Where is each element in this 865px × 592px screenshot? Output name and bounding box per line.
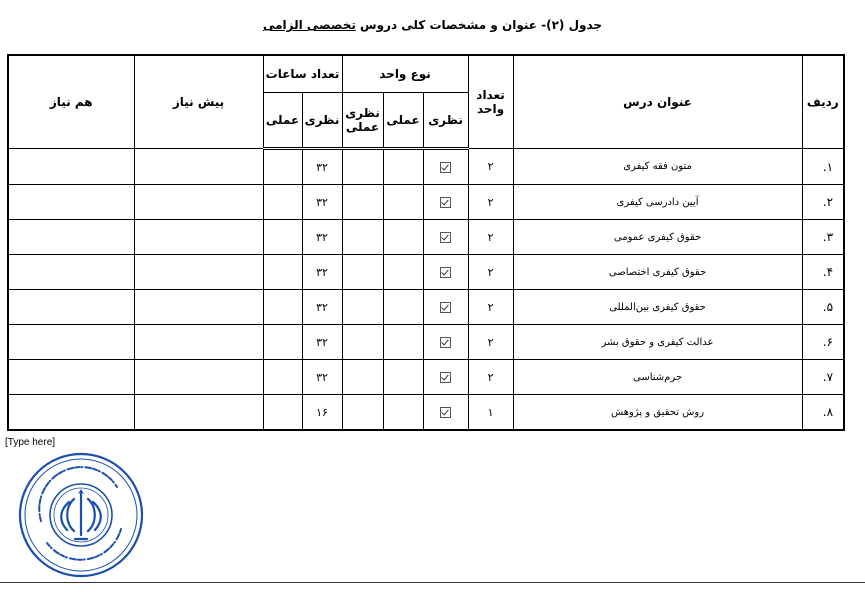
unit-theory-cell [423, 255, 468, 290]
units-count: ۲ [468, 255, 513, 290]
row-number: ۵. [802, 290, 844, 325]
hours-theory: ۳۲ [302, 360, 342, 395]
row-number: ۳. [802, 220, 844, 255]
course-title: عدالت کیفری و حقوق بشر [513, 325, 802, 360]
course-title: حقوق کیفری اختصاصی [513, 255, 802, 290]
corequisite-cell [8, 185, 134, 220]
unit-theory-cell [423, 395, 468, 431]
hours-practical [263, 395, 302, 431]
checkbox-checked-icon [440, 197, 451, 208]
table-row [8, 360, 844, 395]
course-title: آیین دادرسی کیفری [513, 185, 802, 220]
hours-practical [263, 325, 302, 360]
hours-practical [263, 185, 302, 220]
hours-practical [263, 290, 302, 325]
hours-practical [263, 255, 302, 290]
units-count: ۱ [468, 395, 513, 431]
prerequisite-cell [134, 185, 263, 220]
header-unit-practical: عملی [383, 93, 423, 149]
prerequisite-cell [134, 290, 263, 325]
unit-theory-practical-cell [342, 255, 383, 290]
unit-theory-cell [423, 149, 468, 185]
checkbox-checked-icon [440, 267, 451, 278]
unit-practical-cell [383, 360, 423, 395]
caption-underlined: تخصصی الزامی [262, 18, 356, 32]
table-row [8, 185, 844, 220]
courses-table [7, 54, 845, 431]
checkbox-checked-icon [440, 232, 451, 243]
table-body [8, 149, 844, 431]
row-number: ۱. [802, 149, 844, 185]
prerequisite-cell [134, 255, 263, 290]
course-title: روش تحقیق و پژوهش [513, 395, 802, 431]
corequisite-cell [8, 395, 134, 431]
hours-practical [263, 149, 302, 185]
ministry-seal-icon [17, 451, 145, 579]
courses-table-container [7, 54, 843, 431]
corequisite-cell [8, 290, 134, 325]
unit-theory-cell [423, 325, 468, 360]
table-caption [0, 18, 865, 32]
units-count: ۲ [468, 185, 513, 220]
unit-theory-practical-cell [342, 290, 383, 325]
course-title: حقوق کیفری بین‌المللی [513, 290, 802, 325]
course-title: متون فقه کیفری [513, 149, 802, 185]
header-unit-theory-practical: نظری عملی [342, 93, 383, 149]
hours-theory: ۳۲ [302, 149, 342, 185]
header-course-title: عنوان درس [513, 55, 802, 149]
hours-practical [263, 360, 302, 395]
checkbox-checked-icon [440, 302, 451, 313]
corequisite-cell [8, 325, 134, 360]
table-row [8, 290, 844, 325]
row-number: ۸. [802, 395, 844, 431]
hours-theory: ۳۲ [302, 255, 342, 290]
unit-theory-cell [423, 220, 468, 255]
unit-theory-practical-cell [342, 185, 383, 220]
hours-theory: ۳۲ [302, 185, 342, 220]
unit-theory-practical-cell [342, 325, 383, 360]
header-unit-type: نوع واحد [342, 55, 468, 93]
course-title: حقوق کیفری عمومی [513, 220, 802, 255]
unit-theory-cell [423, 360, 468, 395]
header-radif: ردیف [802, 55, 844, 149]
table-row [8, 255, 844, 290]
hours-theory: ۳۲ [302, 290, 342, 325]
unit-practical-cell [383, 220, 423, 255]
page-bottom-rule [0, 582, 865, 583]
course-title: جرم‌شناسی [513, 360, 802, 395]
table-row [8, 149, 844, 185]
hours-theory: ۱۶ [302, 395, 342, 431]
header-unit-theory: نظری [423, 93, 468, 149]
corequisite-cell [8, 360, 134, 395]
units-count: ۲ [468, 360, 513, 395]
units-count: ۲ [468, 290, 513, 325]
hours-theory: ۳۲ [302, 220, 342, 255]
header-hours-count: تعداد ساعات [263, 55, 342, 93]
units-count: ۲ [468, 149, 513, 185]
corequisite-cell [8, 255, 134, 290]
table-row [8, 325, 844, 360]
header-hours-theory: نظری [302, 93, 342, 149]
unit-theory-cell [423, 290, 468, 325]
row-number: ۲. [802, 185, 844, 220]
row-number: ۴. [802, 255, 844, 290]
header-units-count: تعداد واحد [468, 55, 513, 149]
unit-practical-cell [383, 149, 423, 185]
header-corequisite: هم نیاز [8, 55, 134, 149]
checkbox-checked-icon [440, 372, 451, 383]
table-row [8, 395, 844, 431]
caption-prefix: جدول (۲)- عنوان و مشخصات کلی دروس [355, 18, 603, 32]
unit-practical-cell [383, 325, 423, 360]
unit-practical-cell [383, 395, 423, 431]
hours-practical [263, 220, 302, 255]
corequisite-cell [8, 149, 134, 185]
corequisite-cell [8, 220, 134, 255]
table-row [8, 220, 844, 255]
type-here-placeholder: [Type here] [5, 437, 56, 448]
prerequisite-cell [134, 395, 263, 431]
prerequisite-cell [134, 325, 263, 360]
row-number: ۷. [802, 360, 844, 395]
units-count: ۲ [468, 325, 513, 360]
prerequisite-cell [134, 360, 263, 395]
row-number: ۶. [802, 325, 844, 360]
header-hours-practical: عملی [263, 93, 302, 149]
unit-theory-practical-cell [342, 220, 383, 255]
unit-theory-practical-cell [342, 395, 383, 431]
prerequisite-cell [134, 149, 263, 185]
unit-practical-cell [383, 290, 423, 325]
checkbox-checked-icon [440, 337, 451, 348]
prerequisite-cell [134, 220, 263, 255]
units-count: ۲ [468, 220, 513, 255]
checkbox-checked-icon [440, 162, 451, 173]
unit-practical-cell [383, 185, 423, 220]
unit-theory-cell [423, 185, 468, 220]
checkbox-checked-icon [440, 407, 451, 418]
header-prerequisite: پیش نیاز [134, 55, 263, 149]
unit-theory-practical-cell [342, 149, 383, 185]
hours-theory: ۳۲ [302, 325, 342, 360]
unit-practical-cell [383, 255, 423, 290]
unit-theory-practical-cell [342, 360, 383, 395]
